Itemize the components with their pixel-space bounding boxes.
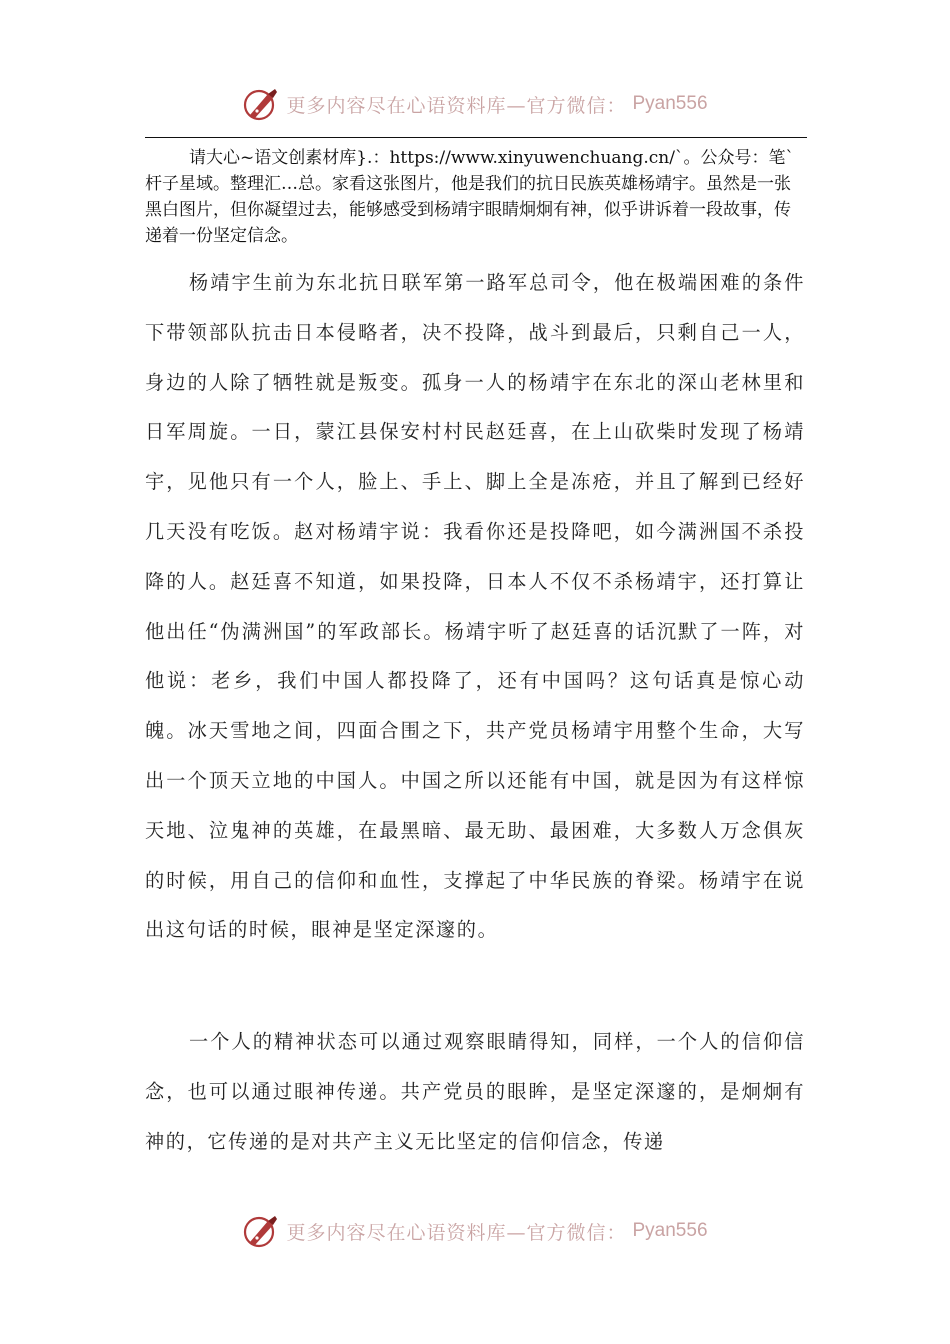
intro-paragraph: 请大心~语文创素材库}.：https://www.xinyuwenchuang.cn/`。公众号：笔`杆子星域。整理汇…总。家看这张图片，他是我们的抗日民族英雄杨靖宇。虽然是一张黑白图片，但你凝望过去，能够感受到杨靖宇眼睛炯炯有神，似乎讲诉着一段故事，传递着一份坚定信念。 bbox=[145, 148, 794, 246]
page-header bbox=[0, 80, 950, 128]
footer-brand-id: Pyan556 bbox=[632, 1220, 708, 1241]
header-brand bbox=[242, 85, 707, 123]
body-paragraph-1: 杨靖宇生前为东北抗日联军第一路军总司令，他在极端困难的条件下带领部队抗击日本侵略者，决不投降，战斗到最后，只剩自己一人，身边的人除了牺牲就是叛变。孤身一人的杨靖宇在东北的深山老林里和日军周旋。一日，蒙江县保安村村民赵廷喜，在上山砍柴时发现了杨靖宇，见他只有一个人，脸上、手上、脚上全是冻疮，并且了解到已经好几天没有吃饭。赵对杨靖宇说：我看你还是投降吧，如今满洲国不杀投降的人。赵廷喜不知道，如果投降，日本人不仅不杀杨靖宇，还打算让他出任“伪满洲国”的军政部长。杨靖宇听了赵廷喜的话沉默了一阵，对他说：老乡，我们中国人都投降了，还有中国吗？这句话真是惊心动魄。冰天雪地之间，四面合围之下，共产党员杨靖宇用整个生命，大写出一个顶天立地的中国人。中国之所以还能有中国，就是因为有这样惊天地、泣鬼神的英雄，在最黑暗、最无助、最困难，大多数人万念俱灰的时候，用自己的信仰和血性，支撑起了中华民族的脊梁。杨靖宇在说出这句话的时候，眼神是坚定深邃的。 bbox=[145, 271, 805, 942]
header-brand-id: Pyan556 bbox=[632, 93, 708, 114]
pen-nib-logo-icon bbox=[242, 85, 280, 123]
pen-nib-logo-icon bbox=[242, 1212, 280, 1250]
footer-brand-text: 更多内容尽在心语资料库—官方微信： bbox=[286, 1221, 627, 1244]
footer-brand bbox=[242, 1212, 707, 1250]
page-footer bbox=[0, 1207, 950, 1255]
body-paragraph-2: 一个人的精神状态可以通过观察眼睛得知，同样，一个人的信仰信念，也可以通过眼神传递。共产党员的眼眸，是坚定深邃的，是炯炯有神的，它传递的是对共产主义无比坚定的信仰信念，传递 bbox=[145, 1030, 805, 1153]
header-brand-text: 更多内容尽在心语资料库—官方微信： bbox=[286, 94, 627, 117]
header-divider bbox=[145, 137, 807, 138]
